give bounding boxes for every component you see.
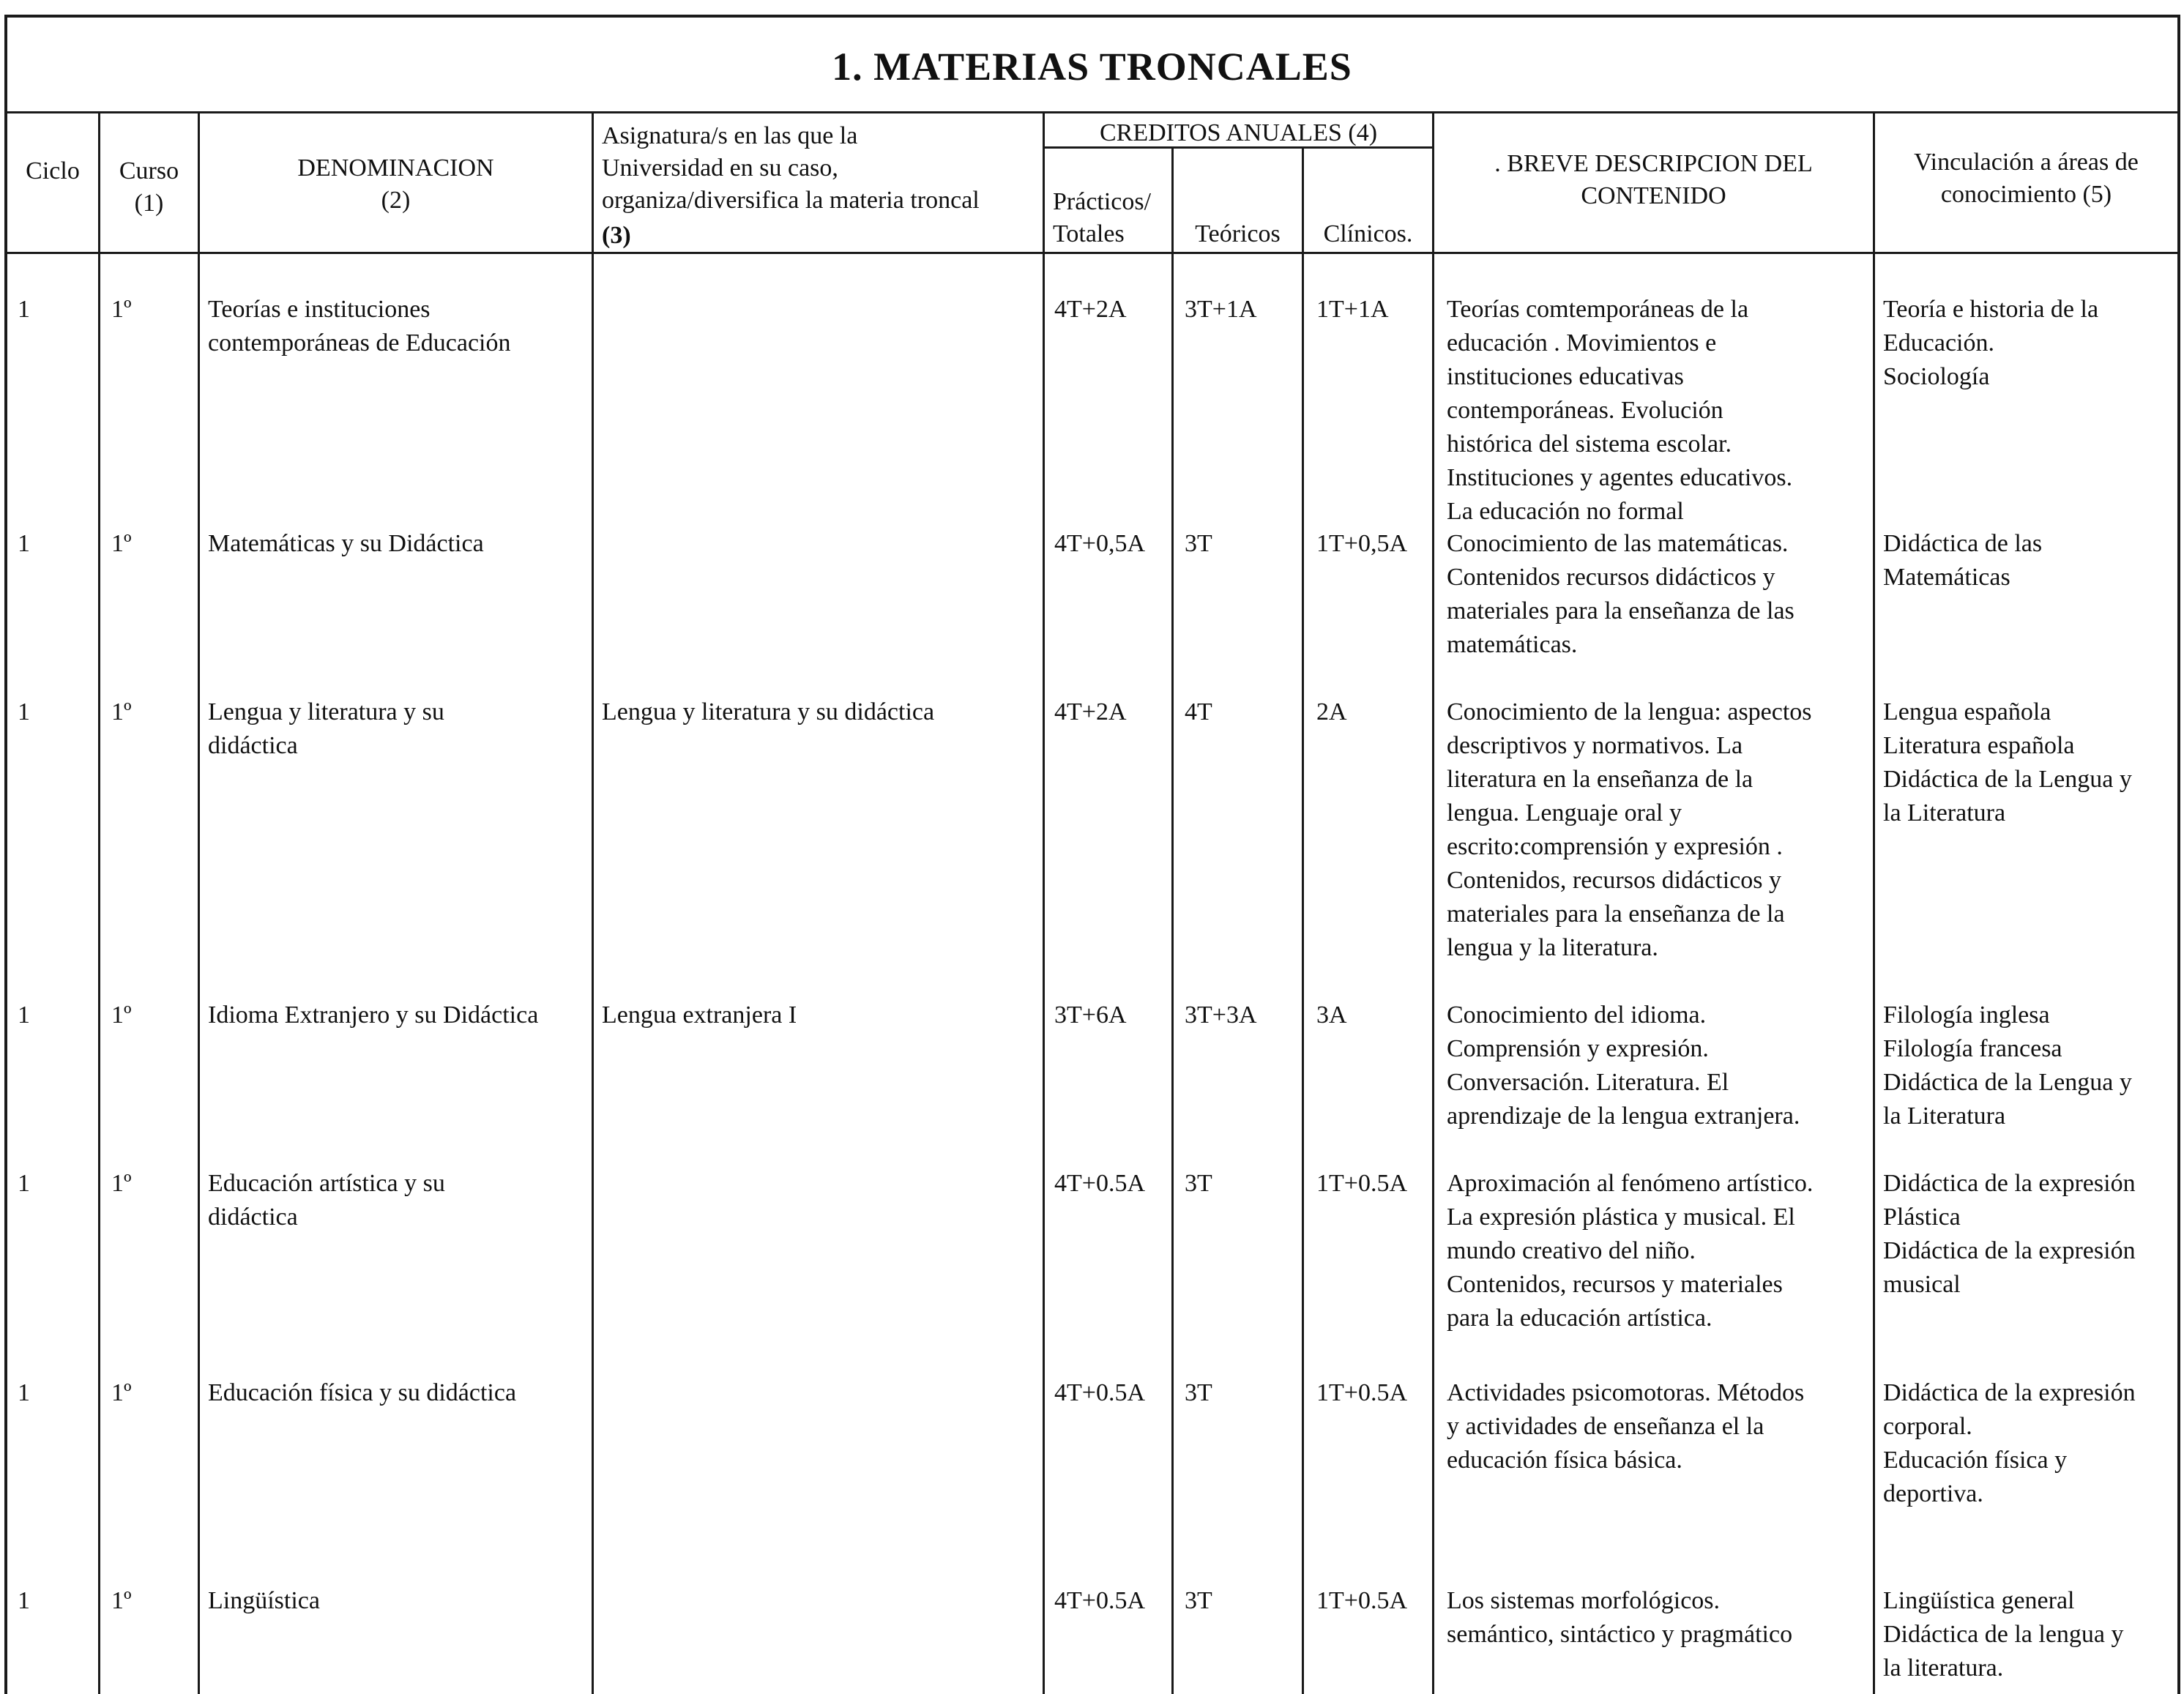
row-2-clinicos: 1T+0,5A — [1316, 530, 1407, 557]
row-5-clinicos: 1T+0.5A — [1316, 1170, 1407, 1197]
row-6-vinculacion: Didáctica de la expresión corporal. Educación física y deportiva. — [1883, 1379, 2136, 1507]
top-border — [4, 15, 2180, 18]
row-6-teoricos: 3T — [1185, 1379, 1212, 1406]
header-ciclo: Ciclo — [26, 157, 80, 184]
row-1-vinculacion: Teoría e historia de la Educación. Sociología — [1883, 296, 2099, 390]
row-5-descripcion: Aproximación al fenómeno artístico. La expresión plástica y musical. El mundo creativo del niño. Contenidos, recursos y materiales para la educación artística. — [1447, 1170, 1814, 1332]
row-3-asignatura: Lengua y literatura y su didáctica — [602, 698, 935, 725]
row-3-totales: 4T+2A — [1054, 698, 1127, 725]
row-4-teoricos: 3T+3A — [1185, 1001, 1257, 1029]
row-6-descripcion: Actividades psicomotoras. Métodos y actividades de enseñanza el la educación física básica. — [1447, 1379, 1805, 1474]
col-line-4 — [1043, 111, 1045, 1694]
col-line-1 — [98, 111, 100, 1694]
row-2-vinculacion: Didáctica de las Matemáticas — [1883, 530, 2043, 591]
row-2-ciclo: 1 — [18, 530, 30, 557]
row-4-clinicos: 3A — [1316, 1001, 1347, 1029]
row-6-ciclo: 1 — [18, 1379, 30, 1406]
header-denominacion: DENOMINACION (2) — [297, 154, 494, 214]
row-3-vinculacion: Lengua española Literatura española Didáctica de la Lengua y la Literatura — [1883, 698, 2132, 827]
row-4-descripcion: Conocimiento del idioma. Comprensión y expresión. Conversación. Literatura. El aprendizaje de la lengua extranjera. — [1447, 1001, 1800, 1130]
row-3-curso: 1º — [111, 698, 132, 725]
row-5-totales: 4T+0.5A — [1054, 1170, 1145, 1197]
row-2-denominacion: Matemáticas y su Didáctica — [208, 530, 484, 557]
row-7-teoricos: 3T — [1185, 1587, 1212, 1614]
col-line-3 — [592, 111, 594, 1694]
right-border — [2177, 15, 2180, 1694]
row-3-descripcion: Conocimiento de la lengua: aspectos descriptivos y normativos. La literatura en la enseñanza de la lengua. Lenguaje oral y escrito:comprensión y expresión . Contenidos, recursos didácticos y materiales para la enseñanza de la lengua y la literatura. — [1447, 698, 1812, 961]
row-1-descripcion: Teorías comtemporáneas de la educación . Movimientos e instituciones educativas contemporáneas. Evolución histórica del sistema escolar. Instituciones y agentes educativos. La educación no formal — [1447, 296, 1793, 525]
row-4-ciclo: 1 — [18, 1001, 30, 1029]
row-3-clinicos: 2A — [1316, 698, 1347, 725]
row-1-curso: 1º — [111, 296, 132, 323]
header-divider — [4, 252, 2180, 254]
row-6-denominacion: Educación física y su didáctica — [208, 1379, 517, 1406]
header-asignatura: Asignatura/s en las que la Universidad en su caso, organiza/diversifica la materia troncal — [602, 122, 980, 214]
row-4-vinculacion: Filología inglesa Filología francesa Didáctica de la Lengua y la Literatura — [1883, 1001, 2132, 1130]
row-2-teoricos: 3T — [1185, 530, 1212, 557]
row-1-clinicos: 1T+1A — [1316, 296, 1389, 323]
title-divider — [4, 111, 2180, 113]
col-line-5 — [1171, 146, 1174, 1694]
header-teoricos: Teóricos — [1195, 220, 1281, 247]
page-title: 1. MATERIAS TRONCALES — [832, 45, 1352, 89]
row-2-curso: 1º — [111, 530, 132, 557]
row-2-totales: 4T+0,5A — [1054, 530, 1145, 557]
row-6-curso: 1º — [111, 1379, 132, 1406]
col-line-8 — [1873, 111, 1875, 1694]
row-7-descripcion: Los sistemas morfológicos. semántico, sintáctico y pragmático — [1447, 1587, 1793, 1648]
header-totales: Prácticos/ Totales — [1053, 188, 1152, 247]
col-line-6 — [1302, 146, 1304, 1694]
row-3-ciclo: 1 — [18, 698, 30, 725]
row-7-clinicos: 1T+0.5A — [1316, 1587, 1407, 1614]
row-5-denominacion: Educación artística y su didáctica — [208, 1170, 445, 1231]
row-1-ciclo: 1 — [18, 296, 30, 323]
col-line-7 — [1432, 111, 1434, 1694]
header-creditos: CREDITOS ANUALES (4) — [1099, 119, 1378, 146]
header-curso: Curso (1) — [119, 157, 179, 217]
row-1-teoricos: 3T+1A — [1185, 296, 1257, 323]
header-descripcion: . BREVE DESCRIPCION DEL CONTENIDO — [1494, 150, 1813, 209]
row-5-teoricos: 3T — [1185, 1170, 1212, 1197]
row-7-denominacion: Lingüística — [208, 1587, 320, 1614]
row-3-denominacion: Lengua y literatura y su didáctica — [208, 698, 444, 759]
header-clinicos: Clínicos. — [1323, 220, 1413, 247]
row-3-teoricos: 4T — [1185, 698, 1212, 725]
row-2-descripcion: Conocimiento de las matemáticas. Contenidos recursos didácticos y materiales para la enseñanza de las matemáticas. — [1447, 530, 1794, 658]
row-7-curso: 1º — [111, 1587, 132, 1614]
row-6-totales: 4T+0.5A — [1054, 1379, 1145, 1406]
row-5-curso: 1º — [111, 1170, 132, 1197]
col-line-2 — [198, 111, 200, 1694]
row-4-curso: 1º — [111, 1001, 132, 1029]
row-5-vinculacion: Didáctica de la expresión Plástica Didáctica de la expresión musical — [1883, 1170, 2136, 1298]
row-1-denominacion: Teorías e instituciones contemporáneas de Educación — [208, 296, 511, 357]
row-1-totales: 4T+2A — [1054, 296, 1127, 323]
header-vinculacion: Vinculación a áreas de conocimiento (5) — [1914, 149, 2139, 208]
header-asignatura-note: (3) — [602, 222, 631, 249]
row-7-vinculacion: Lingüística general Didáctica de la lengua y la literatura. — [1883, 1587, 2124, 1682]
row-4-denominacion: Idioma Extranjero y su Didáctica — [208, 1001, 539, 1029]
row-6-clinicos: 1T+0.5A — [1316, 1379, 1407, 1406]
row-7-ciclo: 1 — [18, 1587, 30, 1614]
row-5-ciclo: 1 — [18, 1170, 30, 1197]
row-4-asignatura: Lengua extranjera I — [602, 1001, 797, 1029]
row-4-totales: 3T+6A — [1054, 1001, 1127, 1029]
row-7-totales: 4T+0.5A — [1054, 1587, 1145, 1614]
left-border — [4, 15, 7, 1694]
